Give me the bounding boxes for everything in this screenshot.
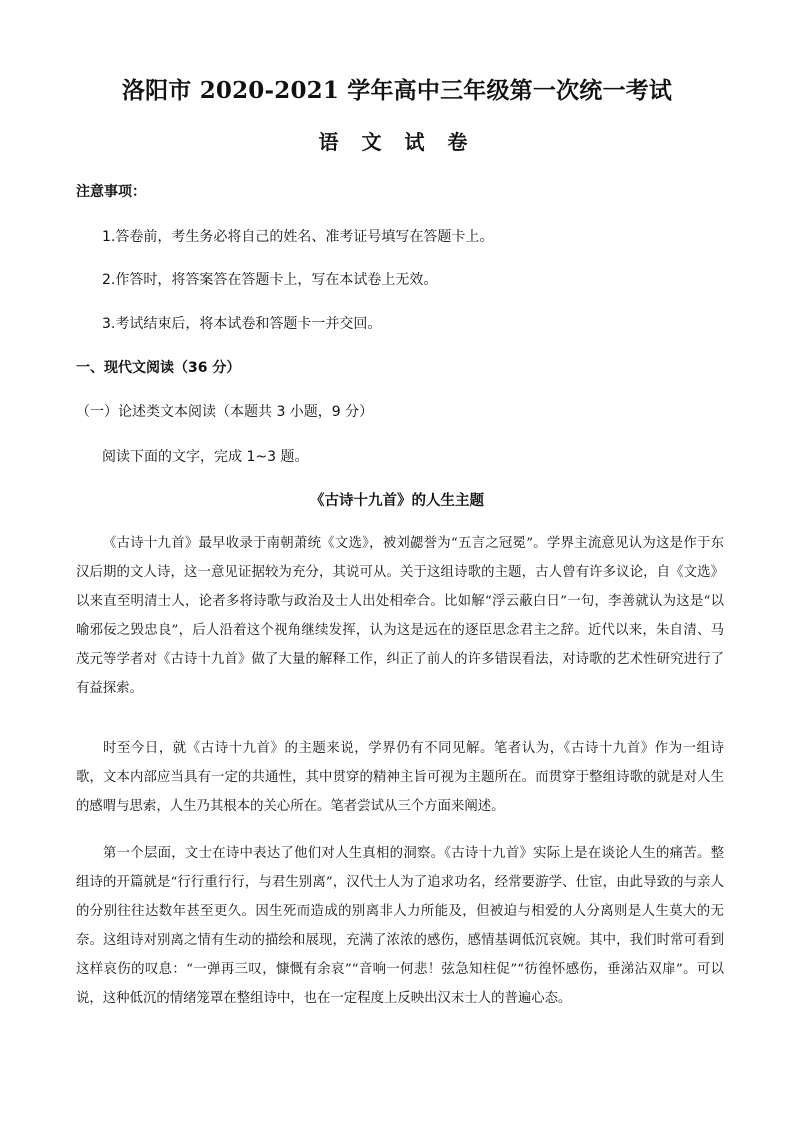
article-title: 《古诗十九首》的人生主题	[310, 493, 484, 509]
exam-subtitle: 语 文 试 卷	[318, 130, 476, 154]
exam-title: 洛阳市 2020-2021 学年高中三年级第一次统一考试	[121, 77, 673, 104]
notice-item: 3.考试结束后，将本试卷和答题卡一并交回。	[102, 316, 382, 332]
section-heading: 一、现代文阅读（36 分）	[76, 360, 241, 376]
notice-item: 1.答卷前，考生务必将自己的姓名、准考证号填写在答题卡上。	[102, 229, 494, 245]
subsection-heading: （一）论述类文本阅读（本题共 3 小题，9 分）	[76, 404, 374, 420]
article-paragraph: 《古诗十九首》最早收录于南朝萧统《文选》，被刘勰誉为“五言之冠冕”。学界主流意见认为这是作于东汉后期的文人诗，这一意见证据较为充分，其说可从。关于这组诗歌的主题，古人曾有许多议论，自《文选》以来直至明清士人，论者多将诗歌与政治及士人出处相牵合。比如解“浮云蔽白日”一句，李善就认为这是“以喻邪佞之毁忠良”，后人沿着这个视角继续发挥，认为这是远在的逐臣思念君主之辞。近代以来，朱自清、马茂元等学者对《古诗十九首》做了大量的解释工作，纠正了前人的许多错误看法，对诗歌的艺术性研究进行了有益探索。	[76, 536, 724, 696]
reading-instruction: 阅读下面的文字，完成 1~3 题。	[102, 449, 309, 465]
notice-item: 2.作答时，将答案答在答题卡上，写在本试卷上无效。	[102, 272, 438, 288]
notice-heading: 注意事项：	[76, 184, 146, 200]
article-paragraph: 时至今日，就《古诗十九首》的主题来说，学界仍有不同见解。笔者认为，《古诗十九首》作为一组诗歌，文本内部应当具有一定的共通性，其中贯穿的精神主旨可视为主题所在。而贯穿于整组诗歌的就是对人生的感喟与思索，人生乃其根本的关心所在。笔者尝试从三个方面来阐述。	[76, 741, 724, 814]
article-paragraph: 第一个层面，文士在诗中表达了他们对人生真相的洞察。《古诗十九首》实际上是在谈论人生的痛苦。整组诗的开篇就是“行行重行行，与君生别离”，汉代士人为了追求功名，经常要游学、仕宦，由此导致的与亲人的分别往往达数年甚至更久。因生死而造成的别离非人力所能及，但被迫与相爱的人分离则是人生莫大的无奈。这组诗对别离之情有生动的描绘和展现，充满了浓浓的感伤，感情基调低沉哀婉。其中，我们时常可看到这样哀伤的叹息：“一弹再三叹，慷慨有余哀”“音响一何悲！弦急知柱促”“彷徨怀感伤，垂涕沾双扉”。可以说，这种低沉的情绪笼罩在整组诗中，也在一定程度上反映出汉末士人的普遍心态。	[76, 846, 724, 1006]
